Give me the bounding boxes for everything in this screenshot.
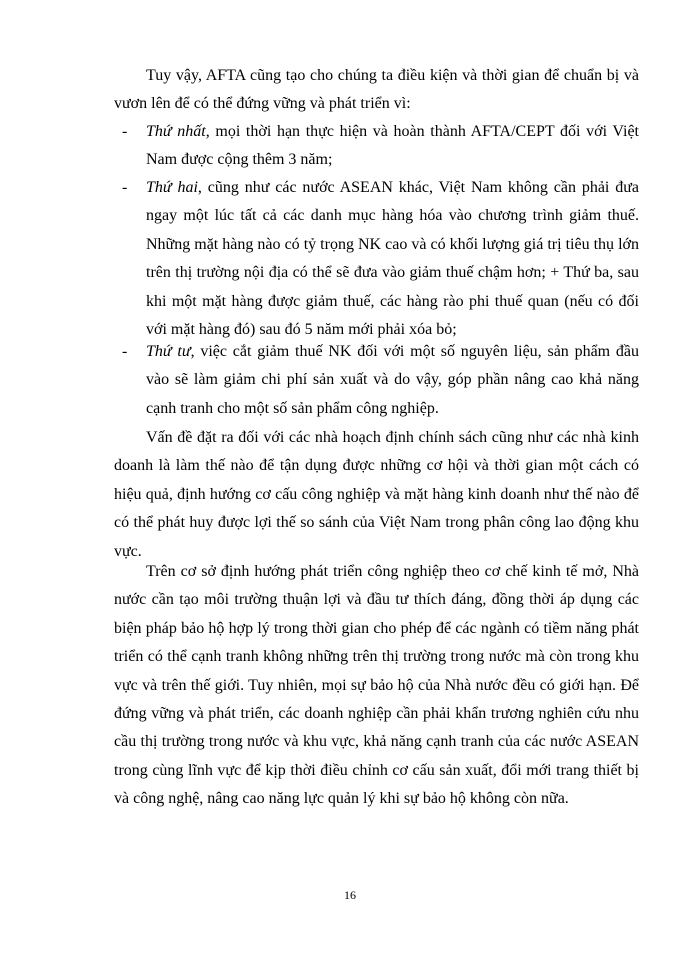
intro-paragraph: Tuy vậy, AFTA cũng tạo cho chúng ta điều kiện và thời gian để chuẩn bị và vươn lên để có thể đứng vững và phát triển vì: xyxy=(114,67,639,113)
paragraph-3: Trên cơ sở định hướng phát triển công nghiệp theo cơ chế kinh tế mở, Nhà nước cần tạo môi trường thuận lợi và đầu tư thích đáng, đồng thời áp dụng các biện pháp bảo hộ hợp lý trong thời gian cho phép để các ngành có tiềm năng phát triển có thể cạnh tranh không những trên thị trường trong nước mà còn trong khu vực và trên thế giới. Tuy nhiên, mọi sự bảo hộ của Nhà nước đều có giới hạn. Để đứng vững và phát triển, các doanh nghiệp cần phải khẩn trương nghiên cứu nhu cầu thị trường trong nước và khu vực, khả năng cạnh tranh của các nước ASEAN trong cùng lĩnh vực để kịp thời điều chỉnh cơ cấu sản xuất, đổi mới trang thiết bị và công nghệ, nâng cao năng lực quản lý khi sự bảo hộ không còn nữa. xyxy=(114,563,639,808)
bullet-body: , cũng như các nước ASEAN khác, Việt Nam không cần phải đưa ngay một lúc tất cả các danh mục hàng hóa vào chương trình giảm thuế. Những mặt hàng nào có tỷ trọng NK cao và có khối lượng giá trị tiêu thụ lớn trên thị trường nội địa có thể sẽ đưa vào giảm thuế chậm hơn; + Thứ ba, sau khi một mặt hàng được giảm thuế, các hàng rào phi thuế quan (nếu có đối với mặt hàng đó) sau đó 5 năm mới phải xóa bỏ; xyxy=(146,179,639,339)
bullet-lead: Thứ tư xyxy=(146,343,191,360)
bullet-item-2 xyxy=(114,174,639,344)
bullet-item-3 xyxy=(114,338,639,423)
bullet-text xyxy=(146,338,639,423)
paragraph-2: Vấn đề đặt ra đối với các nhà hoạch định chính sách cũng như các nhà kinh doanh là làm thế nào để tận dụng được những cơ hội và thời gian một cách có hiệu quả, định hướng cơ cấu công nghiệp và mặt hàng kinh doanh như thế nào để có thể phát huy được lợi thế so sánh của Việt Nam trong phân công lao động khu vực. xyxy=(114,429,639,560)
bullet-dash: - xyxy=(122,179,128,196)
bullet-text xyxy=(146,118,639,175)
bullet-dash: - xyxy=(122,343,128,360)
bullet-body: , việc cắt giảm thuế NK đối với một số nguyên liệu, sản phẩm đầu vào sẽ làm giảm chi phí sản xuất và do vậy, góp phần nâng cao khả năng cạnh tranh cho một số sản phẩm công nghiệp. xyxy=(146,343,639,417)
bullet-lead: Thứ nhất xyxy=(146,123,206,140)
page-number: 16 xyxy=(344,888,356,902)
bullet-item-1 xyxy=(114,118,639,175)
bullet-body: , mọi thời hạn thực hiện và hoàn thành AFTA/CEPT đối với Việt Nam được cộng thêm 3 năm; xyxy=(146,123,639,169)
bullet-dash: - xyxy=(122,123,128,140)
bullet-lead: Thứ hai xyxy=(146,179,198,196)
bullet-text xyxy=(146,174,639,344)
